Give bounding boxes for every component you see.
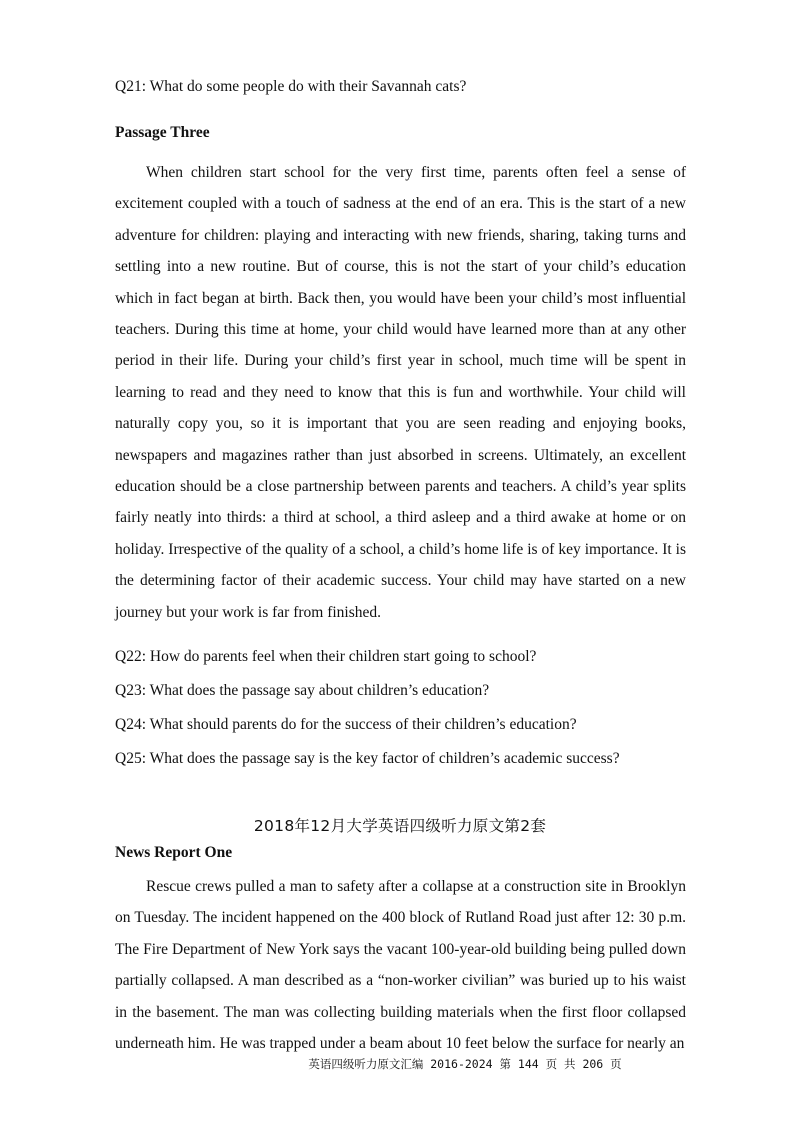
news-report-one-body: Rescue crews pulled a man to safety after a collapse at a construction site in Brooklyn on Tuesday. The incident happened on the 400 block of Rutland Road just after 12: 30 p.m. The Fire Department of New York says the vacant 100-year-old building being pulled down partially collapsed. A man described as a “non-worker civilian” was buried up to his waist in the basement. The man was collecting building materials when the first floor collapsed underneath him. He was trapped under a beam about 10 feet below the surface for nearly an <box>115 878 686 1053</box>
page-footer: 英语四级听力原文汇编 2016-2024 第 144 页 共 206 页 <box>308 1057 622 1071</box>
passage-three-heading: Passage Three <box>115 124 210 141</box>
news-report-one-heading: News Report One <box>115 844 233 861</box>
passage-three-body: When children start school for the very first time, parents often feel a sense of excitement coupled with a touch of sadness at the end of an era. This is the start of a new adventure for children: playing and interacting with new friends, sharing, taking turns and settling into a new routine. But of course, this is not the start of your child’s education which in fact began at birth. Back then, you would have been your child’s most influential teachers. During this time at home, your child would have learned more than at any other period in their life. During your child’s first year in school, much time will be spent in learning to read and they need to know that this is fun and worthwhile. Your child will naturally copy you, so it is important that you are seen reading and enjoying books, newspapers and magazines rather than just absorbed in screens. Ultimately, an excellent education should be a close partnership between parents and teachers. A child’s year splits fairly neatly into thirds: a third at school, a third asleep and a third awake at home or on holiday. Irrespective of the quality of a school, a child’s home life is of key importance. It is the determining factor of their academic success. Your child may have started on a new journey but your work is far from finished. <box>115 164 686 621</box>
question-21: Q21: What do some people do with their Savannah cats? <box>115 78 467 95</box>
question-25: Q25: What does the passage say is the key factor of children’s academic success? <box>115 750 620 767</box>
section-title: 2018年12月大学英语四级听力原文第2套 <box>253 817 547 835</box>
question-23: Q23: What does the passage say about children’s education? <box>115 682 490 699</box>
question-22: Q22: How do parents feel when their children start going to school? <box>115 648 537 665</box>
question-24: Q24: What should parents do for the success of their children’s education? <box>115 716 577 733</box>
